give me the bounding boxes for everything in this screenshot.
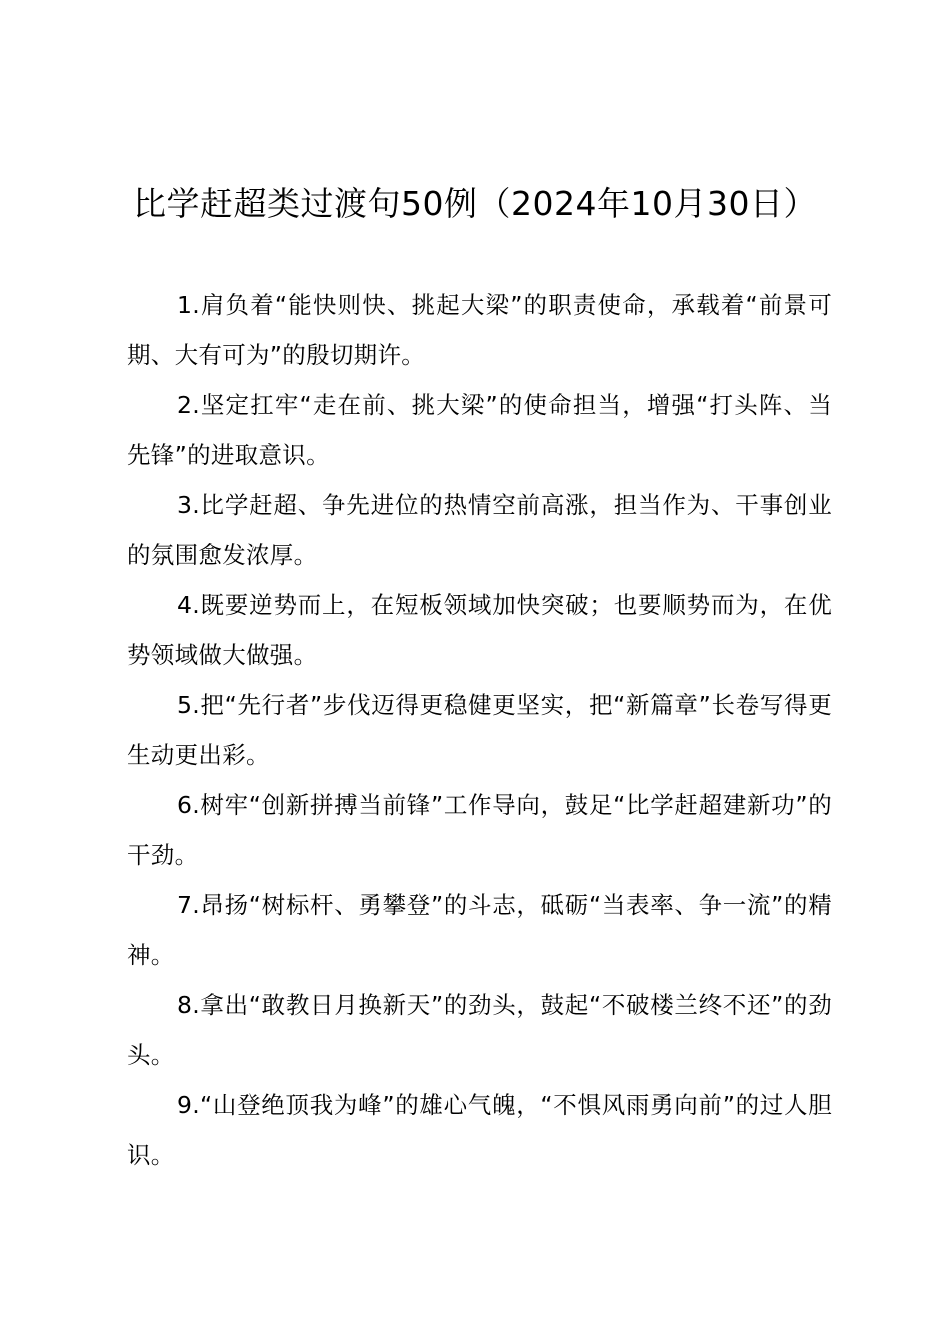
paragraph-6: 6.树牢“创新拼搏当前锋”工作导向，鼓足“比学赶超建新功”的干劲。 [127,791,832,869]
paragraph-3: 3.比学赶超、争先进位的热情空前高涨，担当作为、干事创业的氛围愈发浓厚。 [127,491,832,569]
document-body [127,280,832,1180]
paragraph-1: 1.肩负着“能快则快、挑起大梁”的职责使命，承载着“前景可期、大有可为”的殷切期许。 [127,291,832,369]
paragraph-7: 7.昂扬“树标杆、勇攀登”的斗志，砥砺“当表率、争一流”的精神。 [127,891,832,969]
paragraph-8: 8.拿出“敢教日月换新天”的劲头，鼓起“不破楼兰终不还”的劲头。 [127,991,832,1069]
paragraph-4: 4.既要逆势而上，在短板领域加快突破；也要顺势而为，在优势领域做大做强。 [127,591,832,669]
paragraph-9: 9.“山登绝顶我为峰”的雄心气魄，“不惧风雨勇向前”的过人胆识。 [127,1091,832,1169]
paragraph-5: 5.把“先行者”步伐迈得更稳健更坚实，把“新篇章”长卷写得更生动更出彩。 [127,691,832,769]
paragraph-2: 2.坚定扛牢“走在前、挑大梁”的使命担当，增强“打头阵、当先锋”的进取意识。 [127,391,832,469]
document-title: 比学赶超类过渡句50例（2024年10月30日） [133,184,817,223]
